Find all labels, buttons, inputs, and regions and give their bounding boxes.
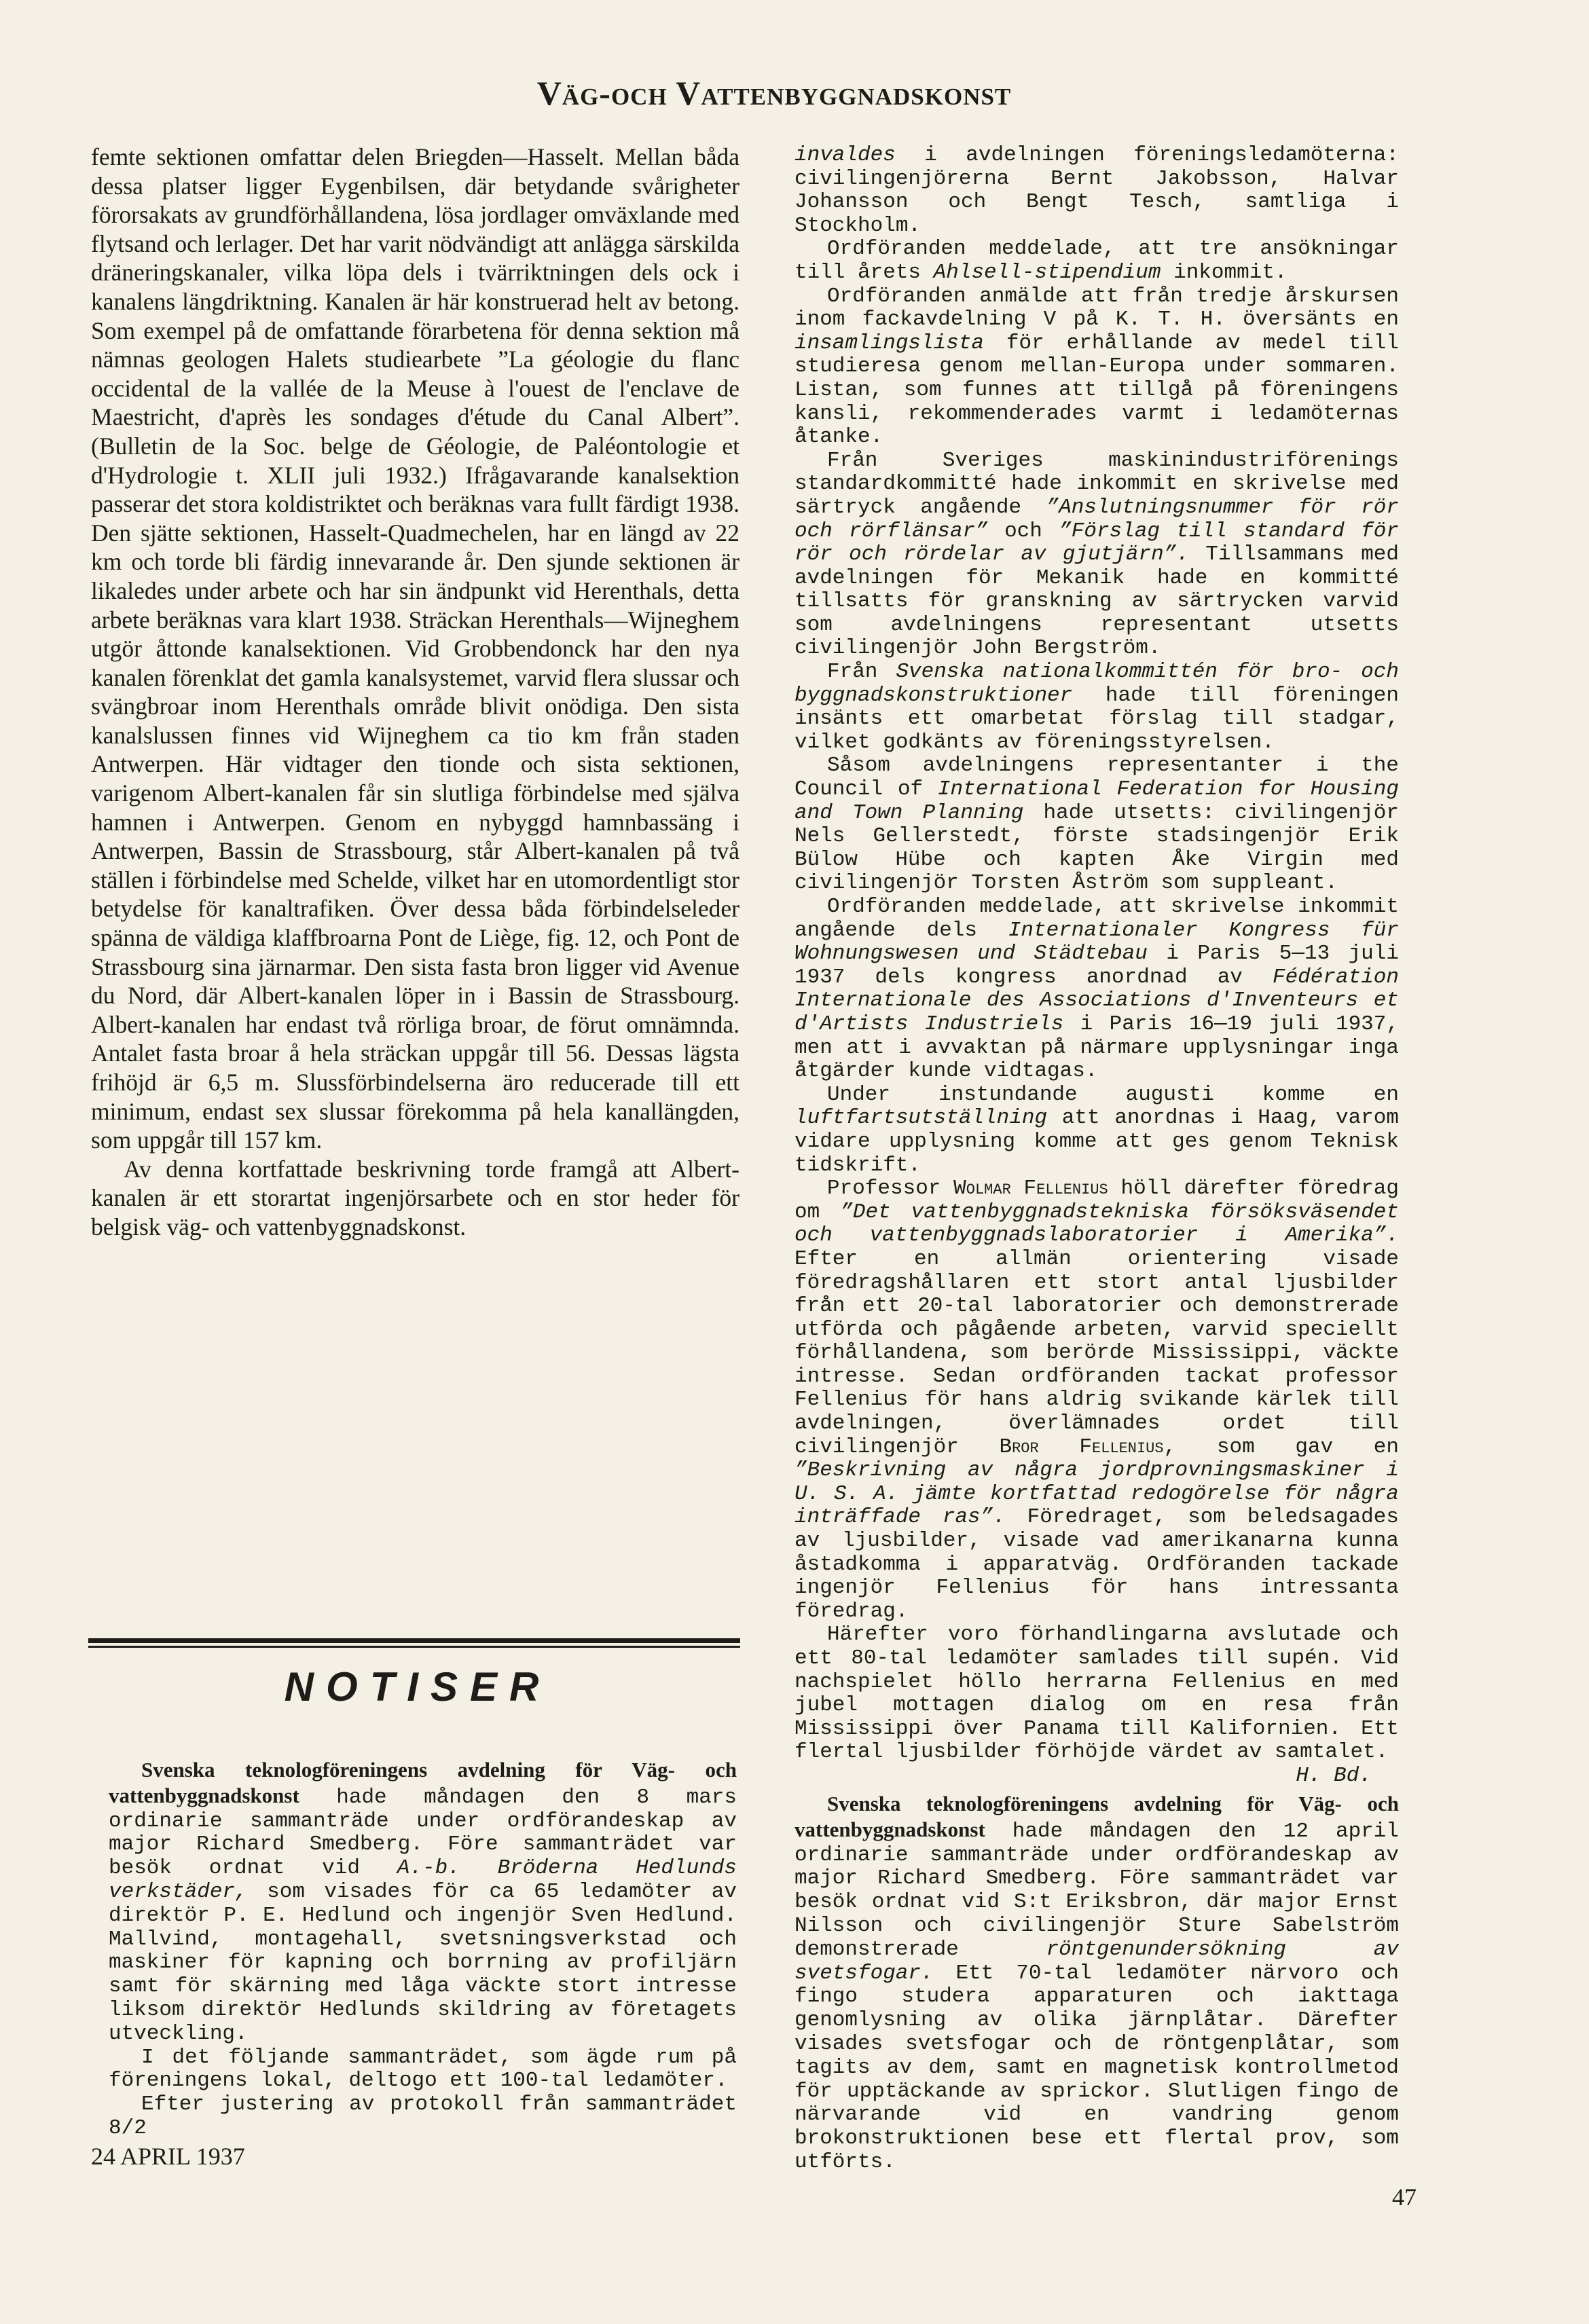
article-continuation (91, 143, 739, 1242)
notice-paragraph: Efter justering av protokoll från sammanträdet 8/2 (109, 2092, 737, 2140)
article-paragraph: Av denna kortfattade beskrivning torde framgå att Albert-kanalen är ett storartat ingenjörsarbete och en stor heder för belgisk väg- och vattenbyggnadskonst. (91, 1155, 739, 1240)
notice-paragraph: Ordföranden anmälde att från tredje årskursen inom fackavdelning V på K. T. H. översänts en insamlingslista för erhållande av medel till studieresa genom mellan-Europa under sommaren. Listan, som funnes att tillgå på föreningens kansli, rekommenderades varmt i ledamöternas åtanke. (794, 284, 1399, 449)
notice-paragraph: Professor Wolmar Fellenius höll därefter föredrag om ”Det vattenbyggnadstekniska försöksväsendet och vattenbyggnadslaboratorier i Amerika”. Efter en allmän orientering visade föredragshållaren ett stort antal ljusbilder från ett 20-tal laboratorier och demonstrerade utförda och pågående arbeten, varvid speciellt förhållandena, som berörde Mississippi, väckte intresse. Sedan ordföranden tackat professor Fellenius för hans aldrig svikande kärlek till avdelningen, överlämnades ordet till civilingenjör Bror Fellenius, som gav en ”Beskrivning av några jordprovningsmaskiner i U. S. A. jämte kortfattad redogörelse för några inträffade ras”. Föredraget, som beledsagades av ljusbilder, visade vad amerikanarna kunna åstadkomma i apparatväg. Ordföranden tackade ingenjör Fellenius för hans intressanta föredrag. (794, 1177, 1400, 1623)
notice-paragraph: Härefter voro förhandlingarna avslutade och ett 80-tal ledamöter samlades till supén. Vid nachspielet höllo herrarna Fellenius en med jubel mottagen dialog om en resa från Mississippi över Panama till Kalifornien. Ett flertal ljusbilder förhöjde värdet av samtalet. (794, 1623, 1399, 1765)
divider (88, 1638, 740, 1643)
notice-paragraph: I det följande sammanträdet, som ägde rum på föreningens lokal, deltogo ett 100-tal ledamöter. (109, 2045, 737, 2093)
notice-paragraph: Under instundande augusti komme en luftfartsutställning att anordnas i Haag, varom vidare upplysning komme att ges genom Teknisk tidskrift. (794, 1082, 1399, 1177)
notice-2 (794, 1792, 1399, 2175)
divider (88, 1646, 740, 1648)
notice-paragraph: invaldes i avdelningen föreningsledamöterna: civilingenjörerna Bernt Jakobsson, Halvar Johansson och Bengt Tesch, samtliga i Stockholm. (794, 143, 1399, 238)
notice-paragraph: Från Svenska nationalkommittén för bro- och byggnadskonstruktioner hade till föreningen insänts ett omarbetat förslag till stadgar, vilket godkänts av föreningsstyrelsen. (794, 660, 1400, 754)
notice-paragraph: Svenska teknologföreningens avdelning för Väg- och vattenbyggnadskonst hade måndagen den 8 mars ordinarie sammanträde under ordförandeskap av major Richard Smedberg. Före sammanträdet var besök ordnat vid A.-b. Bröderna Hedlunds verkstäder, som visades för ca 65 ledamöter av direktör P. E. Hedlund och ingenjör Sven Hedlund. Mallvind, montagehall, svetsningsverkstad och maskiner för kapning och borrning av profiljärn samt för skärning med låga väckte stort intresse liksom direktör Hedlunds skildring av företagets utveckling. (109, 1758, 737, 2046)
signature: H. Bd. (1296, 1763, 1372, 1788)
page-number: 47 (1392, 2183, 1417, 2211)
notice-paragraph: Ordföranden meddelade, att skrivelse inkommit angående dels Internationaler Kongress für Wohnungswesen und Städtebau i Paris 5—13 juli 1937 dels kongress anordnad av Fédération Internationale des Associations d'Inventeurs et d'Artists Industriels i Paris 16—19 juli 1937, men att i avvaktan på närmare upplysningar inga åtgärder kunde vidtagas. (794, 895, 1399, 1084)
notice-1 (109, 1758, 737, 2141)
article-paragraph: femte sektionen omfattar delen Briegden—Hasselt. Mellan båda dessa platser ligger Eygenbilsen, där betydande svårigheter förorsakats av grundförhållandena, lösa jordlager omväxlande med flytsand och lerlager. Det har varit nödvändigt att anlägga särskilda dräneringskanaler, vilka löpa dels i tvärriktningen dels ock i kanalens längdriktning. Kanalen är här konstruerad helt av betong. Som exempel på de omfattande förarbetena för denna sektion må nämnas geologen Halets studiearbete ”La géologie du flanc occidental de la vallée de la Meuse à l'ouest de l'enclave de Maestricht, d'après les sondages d'étude du Canal Albert”. (Bulletin de la Soc. belge de Géologie, de Paléontologie et d'Hydrologie t. XLII juli 1932.) Ifrågavarande kanalsektion passerar det stora koldistriktet och beräknas vara fullt färdigt 1938. Den sjätte sektionen, Hasselt-Quadmechelen, har en längd av 22 km och torde bli färdig innevarande år. Den sjunde sektionen är likaledes under arbete och har sin ändpunkt vid Herenthals, detta arbete beräknas vara klart 1938. Sträckan Herenthals—Wijneghem utgör åttonde kanalsektionen. Vid Grobbendonck har den nya kanalen förenklat det gamla kanalsystemet, varvid flera slussar och svängbroar inom Herenthals område blivit onödiga. Den sista kanalslussen finnes vid Wijneghem ca tio km från staden Antwerpen. Här vidtager den tionde och sista sektionen, varigenom Albert-kanalen får sin slutliga förbindelse med själva hamnen i Antwerpen. Genom en nybyggd hamnbassäng i Antwerpen, Bassin de Strassbourg, står Albert-kanalen på två ställen i förbindelse med Schelde, vilket har en utomordentligt stor betydelse för kanaltrafiken. Över dessa båda förbindelseleder spänna de väldiga klaffbroarna Pont de Liège, fig. 12, och Pont de Strassbourg sina järnarmar. Den sista fasta bron ligger vid Avenue du Nord, där Albert-kanalen löper in i Bassin de Strassbourg. Albert-kanalen har endast två rörliga broar, de förut omnämnda. Antalet fasta broar å hela sträckan uppgår till 56. Dessas lägsta frihöjd är 6,5 m. Slussförbindelserna äro reducerade till ett minimum, endast sex slussar förekomma på hela kanallängden, som uppgår till 157 km. (91, 143, 739, 1154)
notice-1-continued (794, 144, 1399, 1788)
notice-paragraph: Från Sveriges maskinindustriförenings standardkommitté hade inkommit en skrivelse med särtryck angående ”Anslutningsnummer för rör och rörflänsar” och ”Förslag till standard för rör och rördelar av gjutjärn”. Tillsammans med avdelningen för Mekanik hade en kommitté tillsatts för granskning av särtrycken varvid som avdelningens representant utsetts civilingenjör John Bergström. (794, 448, 1400, 661)
issue-date: 24 APRIL 1937 (91, 2143, 245, 2170)
notice-paragraph: Ordföranden meddelade, att tre ansökningar till årets Ahlsell-stipendium inkommit. (794, 237, 1399, 284)
notice-paragraph: Såsom avdelningens representanter i the Council of International Federation for Housing and Town Planning hade utsetts: civilingenjör Nels Gellerstedt, förste stadsingenjör Erik Bülow Hübe och kapten Åke Virgin med civilingenjör Torsten Åström som suppleant. (794, 754, 1399, 896)
section-heading: NOTISER (284, 1664, 551, 1710)
notice-paragraph: Svenska teknologföreningens avdelning för Väg- och vattenbyggnadskonst hade måndagen den 12 april ordinarie sammanträde under ordförandeskap av major Richard Smedberg. Före sammanträdet var besök ordnat vid S:t Eriksbron, där major Ernst Nilsson och civilingenjör Sture Sabelström demonstrerade röntgenundersökning av svetsfogar. Ett 70-tal ledamöter närvoro och fingo studera apparaturen och iakttaga genomlysning av olika järnplåtar. Därefter visades svetsfogar och de röntgenplåtar, som tagits av dem, samt en magnetisk kontrollmetod för upptäckande av sprickor. Slutligen fingo de närvarande vid en vandring genom brokonstruktionen bese ett flertal prov, som utförts. (794, 1792, 1399, 2174)
journal-title: Väg-och Vattenbyggnadskonst (536, 74, 1012, 112)
